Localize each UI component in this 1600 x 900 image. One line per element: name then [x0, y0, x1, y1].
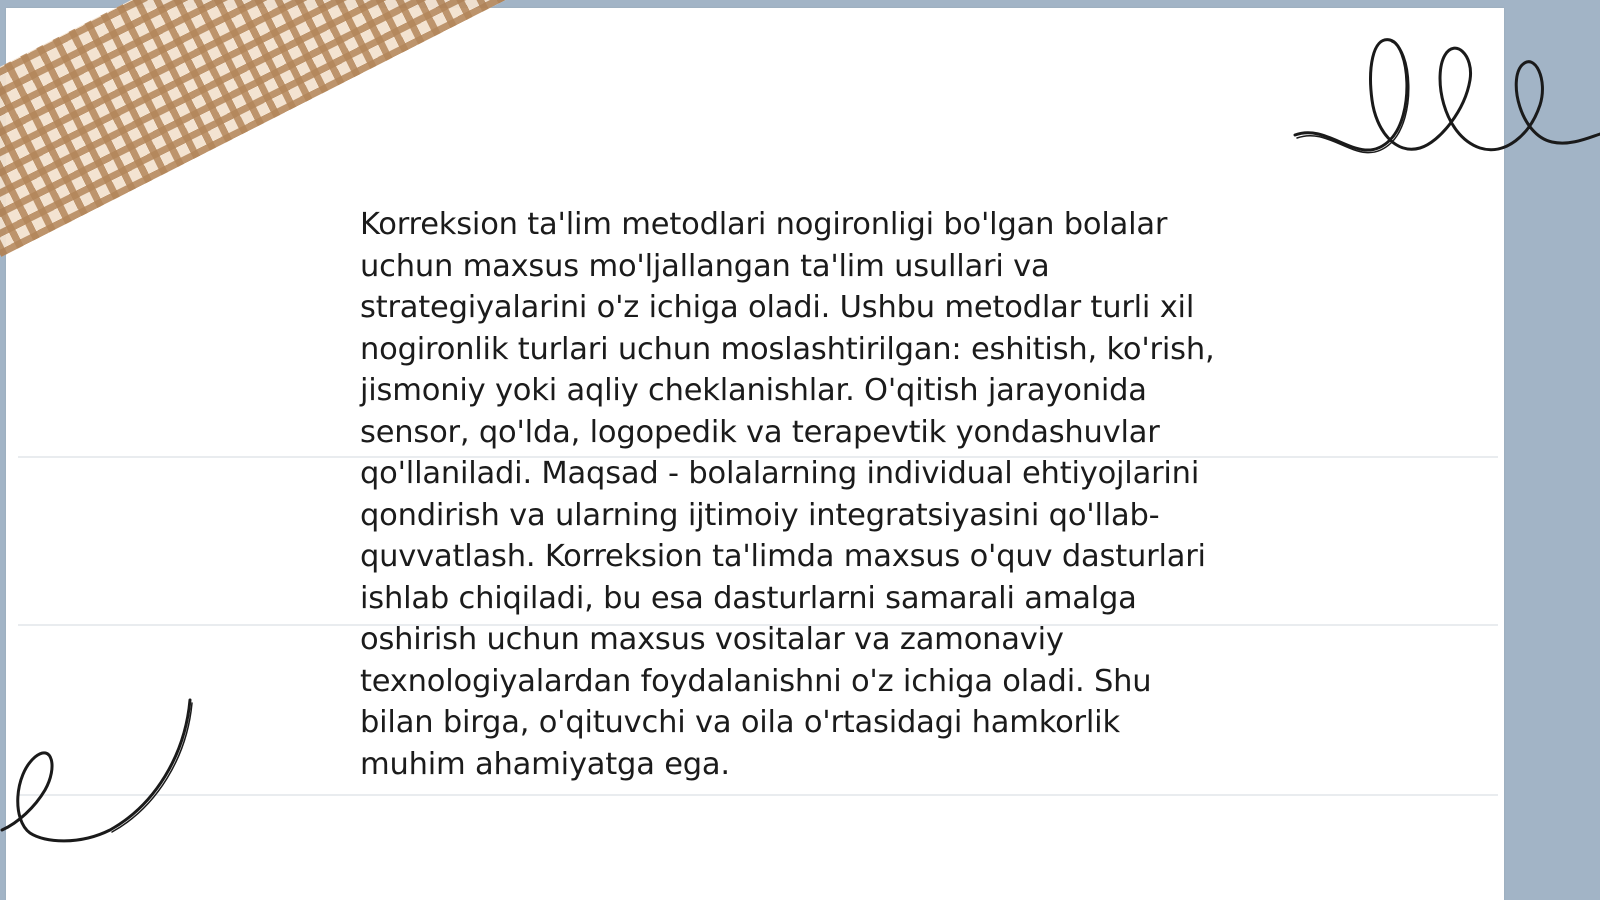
ruled-line — [18, 794, 1498, 796]
loop-squiggle-icon — [1290, 30, 1600, 165]
swirl-stroke-icon — [0, 695, 200, 855]
body-paragraph: Korreksion ta'lim metodlari nogironligi bo'lgan bolalar uchun maxsus mo'ljallangan ta'lim usullari va strategiyalarini o'z ichiga oladi. Ushbu metodlar turli xil nogironlik turlari uchun moslashtirilgan: eshitish, ko'rish, jismoniy yoki aqliy cheklanishlar. O'qitish jarayonida sensor, qo'lda, logopedik va terapevtik yondashuvlar qo'llaniladi. Maqsad - bolalarning individual ehtiyojlarini qondirish va ularning ijtimoiy integratsiyasini qo'llab-quvvatlash. Korreksion ta'limda maxsus o'quv dasturlari ishlab chiqiladi, bu esa dasturlarni samarali amalga oshirish uchun maxsus vositalar va zamonaviy texnologiyalardan foydalanishni o'z ichiga oladi. Shu bilan birga, o'qituvchi va oila o'rtasidagi hamkorlik muhim ahamiyatga ega. — [360, 207, 1215, 782]
